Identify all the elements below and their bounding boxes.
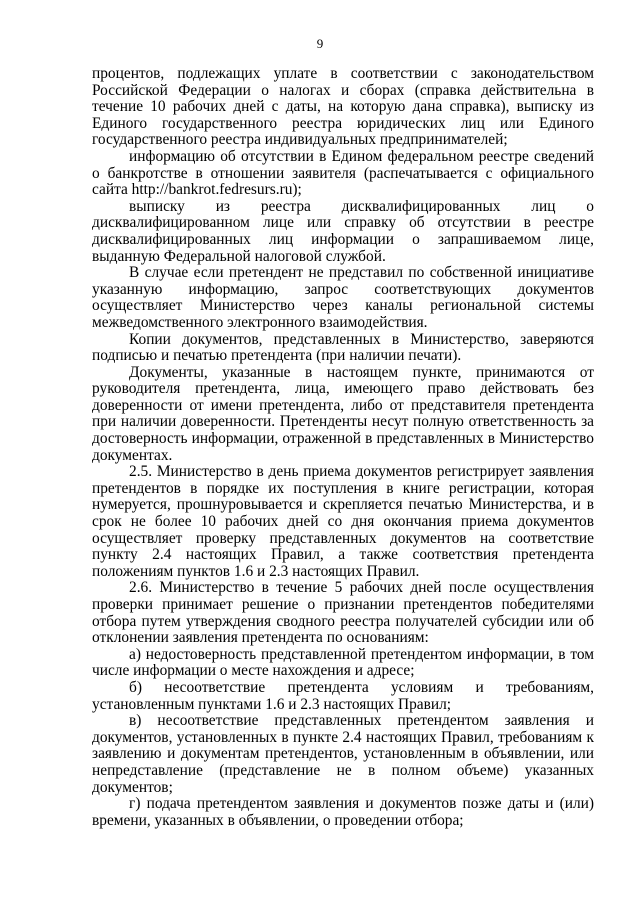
- paragraph-disqualified-registry: выписку из реестра дисквалифицированных лиц о дисквалифицированном лице или справку об отсутствии в реестре дисквалифицированных лиц информации о запрашиваемом лице, выданную Федеральной налоговой службой.: [92, 197, 594, 265]
- paragraph-copies-certification: Копии документов, представленных в Министерство, заверяются подписью и печатью претендента (при наличии печати).: [92, 330, 594, 365]
- paragraph-section-2-5: 2.5. Министерство в день приема документов регистрирует заявления претендентов в порядке их поступления в книге регистрации, которая нумеруется, прошнуровывается и скрепляется печатью Министерства, и в срок не более 10 рабочих дней со дня окончания приема документов осуществляет проверку представленных документов на соответствие пункту 2.4 настоящих Правил, а также соответствия претендента положениям пунктов 1.6 и 2.3 настоящих Правил.: [92, 463, 594, 580]
- paragraph-documents-acceptance: Документы, указанные в настоящем пункте, принимаются от руководителя претендента, лица, имеющего право действовать без доверенности от имени претендента, либо от представителя претендента при наличии доверенности. Претенденты несут полную ответственность за достоверность информации, отраженной в представленных в Министерство документах.: [92, 363, 594, 464]
- paragraph-tax-certificate: процентов, подлежащих уплате в соответствии с законодательством Российской Федерации о налогах и сборах (справка действительна в течение 10 рабочих дней с даты, на которую дана справка), выписку из Единого государственного реестра юридических лиц или Единого государственного реестра индивидуальных предпринимателей;: [92, 65, 594, 149]
- page-number: 9: [316, 36, 324, 51]
- document-body: [92, 66, 594, 829]
- list-item-a: а) недостоверность представленной претендентом информации, в том числе информации о месте нахождения и адресе;: [92, 645, 594, 680]
- paragraph-section-2-6: 2.6. Министерство в течение 5 рабочих дней после осуществления проверки принимает решение о признании претендентов победителями отбора путем утверждения сводного реестра получателей субсидии или об отклонении заявления претендента по основаниям:: [92, 579, 594, 647]
- paragraph-bankruptcy-info: информацию об отсутствии в Едином федеральном реестре сведений о банкротстве в отношении заявителя (распечатывается с официального сайта http://bankrot.fedresurs.ru);: [92, 147, 594, 199]
- list-item-v: в) несоответствие представленных претендентом заявления и документов, установленных в пункте 2.4 настоящих Правил, требованиям к заявлению и документам претендентов, установленным в объявлении, или непредставление (представление не в полном объеме) указанных документов;: [92, 712, 594, 796]
- paragraph-interagency-request: В случае если претендент не представил по собственной инициативе указанную информацию, запрос соответствующих документов осуществляет Министерство через каналы региональной системы межведомственного электронного взаимодействия.: [92, 264, 594, 331]
- list-item-b: б) несоответствие претендента условиям и требованиям, установленным пунктами 1.6 и 2.3 настоящих Правил;: [92, 678, 594, 713]
- list-item-g: г) подача претендентом заявления и документов позже даты и (или) времени, указанных в объявлении, о проведении отбора;: [92, 795, 594, 829]
